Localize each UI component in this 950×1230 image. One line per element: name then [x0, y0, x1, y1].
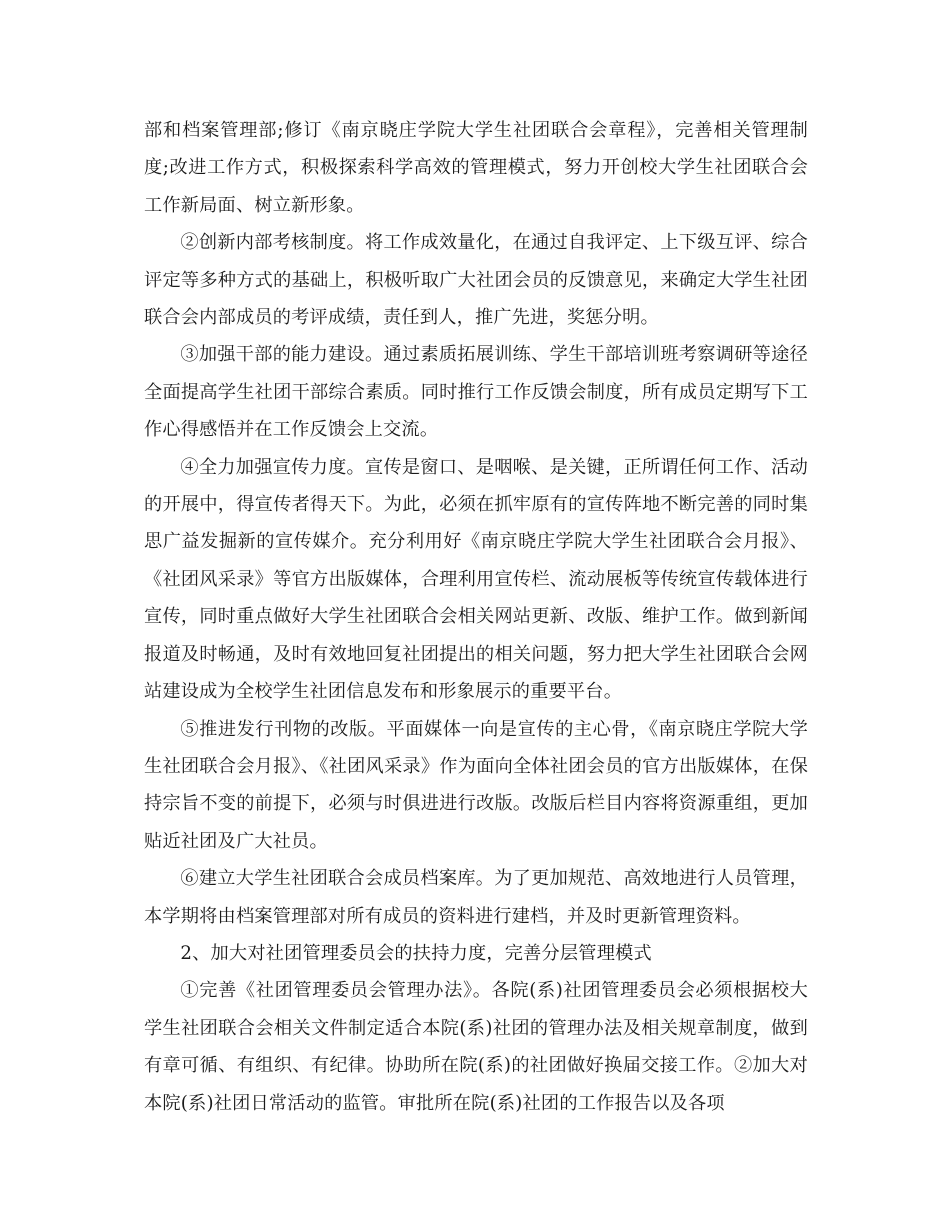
paragraph-3: ③加强干部的能力建设。通过素质拓展训练、学生干部培训班考察调研等途径全面提高学生社团干部综合素质。同时推行工作反馈会制度，所有成员定期写下工作心得感悟并在工作反馈会上交流。 [144, 344, 808, 441]
document-body [144, 112, 808, 1122]
paragraph-7: ①完善《社团管理委员会管理办法》。各院(系)社团管理委员会必须根据校大学生社团联合会相关文件制定适合本院(系)社团的管理办法及相关规章制度，做到有章可循、有组织、有纪律。协助所在院(系)的社团做好换届交接工作。②加大对本院(系)社团日常活动的监管。审批所在院(系)社团的工作报告以及各项 [144, 980, 808, 1114]
paragraph-6: ⑥建立大学生社团联合会成员档案库。为了更加规范、高效地进行人员管理，本学期将由档案管理部对所有成员的资料进行建档，并及时更新管理资料。 [144, 868, 808, 927]
paragraph-1: 部和档案管理部;修订《南京晓庄学院大学生社团联合会章程》，完善相关管理制度;改进工作方式，积极探索科学高效的管理模式，努力开创校大学生社团联合会工作新局面、树立新形象。 [144, 120, 808, 216]
paragraph-4: ④全力加强宣传力度。宣传是窗口、是咽喉、是关键，正所谓任何工作、活动的开展中，得宣传者得天下。为此，必须在抓牢原有的宣传阵地不断完善的同时集思广益发掘新的宣传媒介。充分利用好《南京晓庄学院大学生社团联合会月报》、《社团风采录》等官方出版媒体，合理利用宣传栏、流动展板等传统宣传载体进行宣传，同时重点做好大学生社团联合会相关网站更新、改版、维护工作。做到新闻报道及时畅通，及时有效地回复社团提出的相关问题，努力把大学生社团联合会网站建设成为全校学生社团信息发布和形象展示的重要平台。 [144, 456, 808, 703]
paragraph-5: ⑤推进发行刊物的改版。平面媒体一向是宣传的主心骨，《南京晓庄学院大学生社团联合会月报》、《社团风采录》作为面向全体社团会员的官方出版媒体，在保持宗旨不变的前提下，必须与时俱进进行改版。改版后栏目内容将资源重组，更加贴近社团及广大社员。 [144, 718, 808, 852]
section-heading: 2、加大对社团管理委员会的扶持力度，完善分层管理模式 [180, 942, 652, 964]
paragraph-2: ②创新内部考核制度。将工作成效量化，在通过自我评定、上下级互评、综合评定等多种方式的基础上，积极听取广大社团会员的反馈意见，来确定大学生社团联合会内部成员的考评成绩，责任到人，推广先进，奖惩分明。 [144, 232, 808, 329]
